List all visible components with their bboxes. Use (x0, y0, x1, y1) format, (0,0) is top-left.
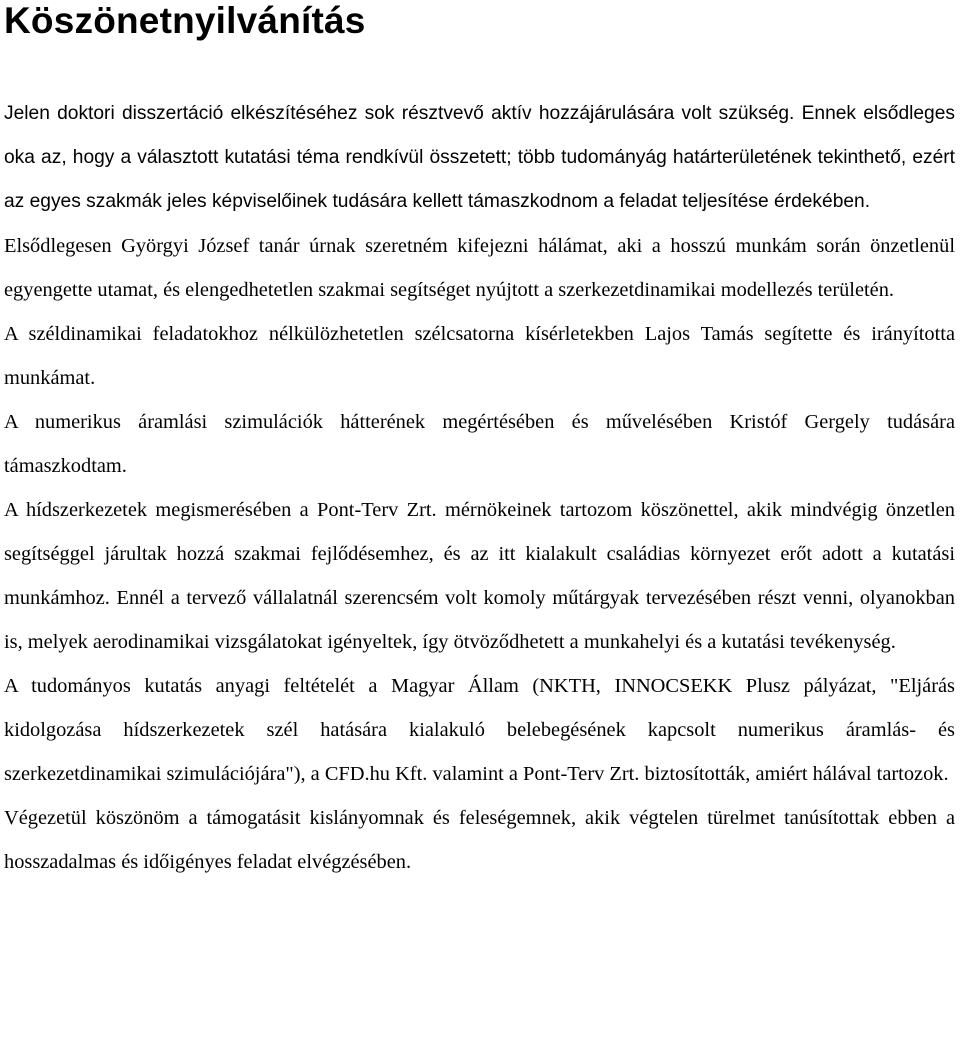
paragraph-funding: A tudományos kutatás anyagi feltételét a Magyar Állam (NKTH, INNOCSEKK Plusz pályázat, "Eljárás kidolgozása hídszerkezetek szél hatására kialakuló belebegésének kapcsolt numerikus áramlás- és szerkezetdinamikai szimulációjára"), a CFD.hu Kft. valamint a Pont-Terv Zrt. biztosították, amiért hálával tartozok. (4, 675, 955, 785)
paragraph-wind-tunnel: A széldinamikai feladatokhoz nélkülözhetetlen szélcsatorna kísérletekben Lajos Tamás segítette és irányította munkámat. (4, 323, 955, 389)
paragraph-family: Végezetül köszönöm a támogatásit kislányomnak és feleségemnek, akik végtelen türelmet tanúsítottak ebben a hosszadalmas és időigényes feladat elvégzésében. (4, 807, 955, 873)
paragraph-pont-terv: A hídszerkezetek megismerésében a Pont-Terv Zrt. mérnökeinek tartozom köszönettel, akik mindvégig önzetlen segítséggel járultak hozzá szakmai fejlődésemhez, és az itt kialakult családias környezet erőt adott a kutatási munkámhoz. Ennél a tervező vállalatnál szerencsém volt komoly műtárgyak tervezésében részt venni, olyanokban is, melyek aerodinamikai vizsgálatokat igényeltek, így ötvöződhetett a munkahelyi és a kutatási tevékenység. (4, 499, 955, 653)
paragraph-cfd: A numerikus áramlási szimulációk hátterének megértésében és művelésében Kristóf Gergely tudására támaszkodtam. (4, 411, 955, 477)
acknowledgement-body (4, 92, 955, 884)
paragraph-intro: Jelen doktori disszertáció elkészítéséhez sok résztvevő aktív hozzájárulására volt szükség. Ennek elsődleges oka az, hogy a választott kutatási téma rendkívül összetett; több tudományág határterületének tekinthető, ezért az egyes szakmák jeles képviselőinek tudására kellett támaszkodnom a feladat teljesítése érdekében. (4, 103, 955, 212)
paragraph-supervisor: Elsődlegesen Györgyi József tanár úrnak szeretném kifejezni hálámat, aki a hosszú munkám során önzetlenül egyengette utamat, és elengedhetetlen szakmai segítséget nyújtott a szerkezetdinamikai modellezés területén. (4, 235, 955, 301)
page-title: Köszönetnyilvánítás (4, 0, 366, 41)
